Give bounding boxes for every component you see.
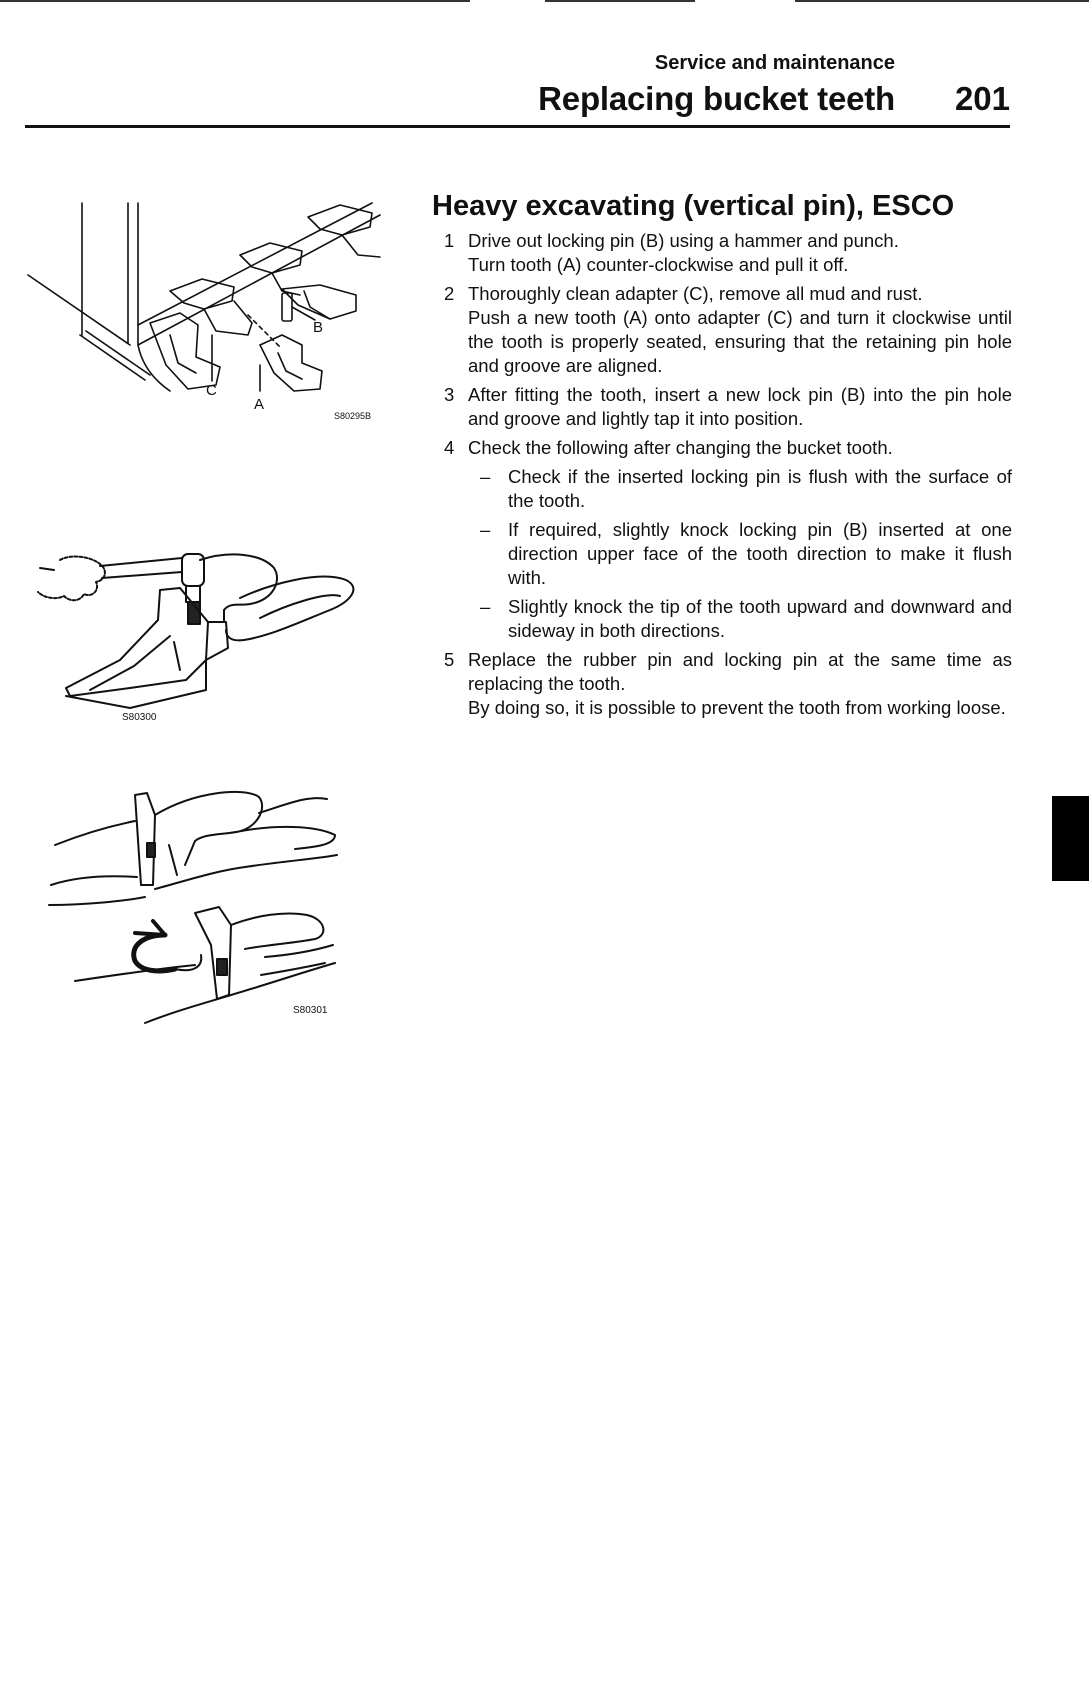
step-text: By doing so, it is possible to prevent the tooth from working loose. bbox=[468, 697, 1006, 718]
step-item bbox=[432, 383, 1012, 431]
check-text: Check if the inserted locking pin is flush with the surface of the tooth. bbox=[508, 466, 1012, 511]
step-number: 5 bbox=[444, 649, 455, 670]
step-item bbox=[432, 229, 1012, 277]
step-text: After fitting the tooth, insert a new lock pin (B) into the pin hole and groove and lightly tap it into position. bbox=[468, 384, 1012, 429]
step-number: 3 bbox=[444, 384, 455, 405]
figure-bucket-teeth-overview bbox=[20, 195, 400, 440]
dash-marker: – bbox=[480, 519, 491, 540]
step-number: 2 bbox=[444, 283, 455, 304]
check-item bbox=[468, 465, 1012, 513]
step-number: 4 bbox=[444, 437, 455, 458]
instructions bbox=[432, 190, 1012, 725]
scan-edge-line bbox=[545, 0, 695, 2]
step-item bbox=[432, 282, 1012, 378]
page-number: 201 bbox=[954, 80, 1010, 117]
step-item bbox=[432, 648, 1012, 720]
step-text: Drive out locking pin (B) using a hammer and punch. bbox=[468, 230, 899, 251]
check-text: Slightly knock the tip of the tooth upward and downward and sideway in both directions. bbox=[508, 596, 1012, 641]
step-text: Push a new tooth (A) onto adapter (C) and turn it clockwise until the tooth is properly seated, ensuring that the retaining pin hole and groove are aligned. bbox=[468, 307, 1012, 376]
step-text: Check the following after changing the bucket tooth. bbox=[468, 437, 893, 458]
check-list bbox=[468, 465, 1012, 643]
scan-edge-line bbox=[795, 0, 1089, 2]
dash-marker: – bbox=[480, 466, 491, 487]
thumb-index-tab bbox=[1052, 796, 1089, 881]
figure-hammer-pin-removal bbox=[30, 540, 380, 730]
step-number: 1 bbox=[444, 230, 455, 251]
section-title: Service and maintenance bbox=[654, 52, 895, 74]
section-heading: Heavy excavating (vertical pin), ESCO bbox=[432, 190, 955, 222]
check-text: If required, slightly knock locking pin (B) inserted at one direction upper face of the tooth direction to make it flush with. bbox=[508, 519, 1012, 588]
step-text: Turn tooth (A) counter-clockwise and pull it off. bbox=[468, 254, 849, 275]
step-item bbox=[432, 436, 1012, 643]
figure-turning-tooth bbox=[45, 785, 355, 1030]
label-a: A bbox=[254, 396, 265, 413]
label-b: B bbox=[313, 319, 324, 336]
check-item bbox=[468, 595, 1012, 643]
page-title: Replacing bucket teeth bbox=[538, 80, 895, 117]
steps-list bbox=[432, 229, 1012, 720]
figure-code: S80300 bbox=[122, 712, 157, 723]
figure-code: S80295B bbox=[334, 411, 372, 421]
step-text: Thoroughly clean adapter (C), remove all mud and rust. bbox=[468, 283, 923, 304]
check-item bbox=[468, 518, 1012, 590]
scan-edge-line bbox=[0, 0, 470, 2]
label-c: C bbox=[206, 382, 217, 399]
dash-marker: – bbox=[480, 596, 491, 617]
step-text: Replace the rubber pin and locking pin at the same time as replacing the tooth. bbox=[468, 649, 1012, 694]
figure-code: S80301 bbox=[293, 1005, 328, 1016]
header-rule bbox=[25, 125, 1010, 128]
